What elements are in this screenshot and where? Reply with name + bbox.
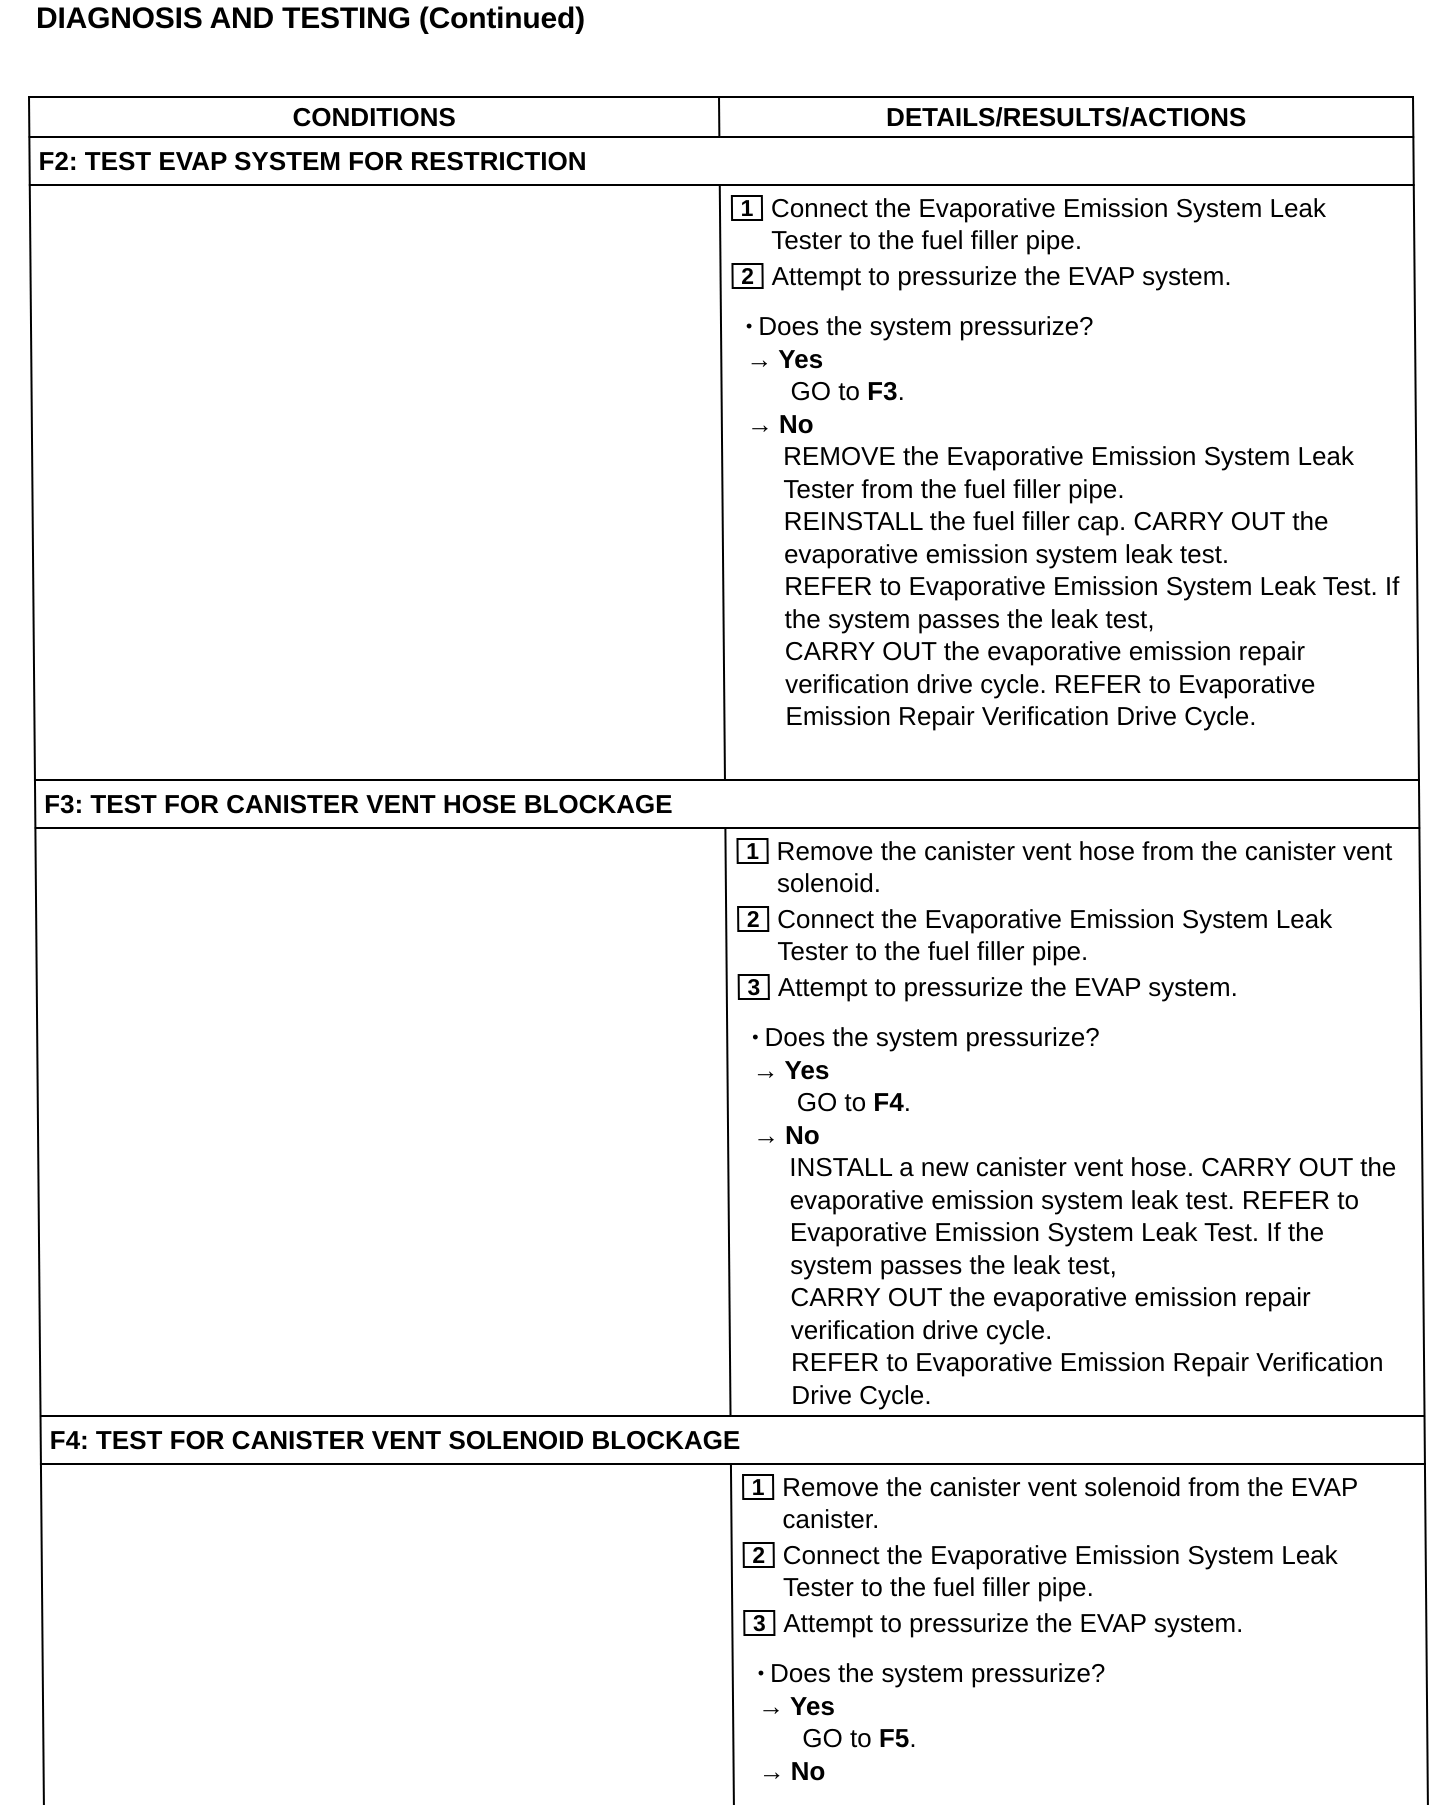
no-label: No xyxy=(790,1755,826,1786)
section-title: F2: TEST EVAP SYSTEM FOR RESTRICTION xyxy=(29,137,1413,185)
conditions-header: CONDITIONS xyxy=(29,97,719,137)
yes-branch xyxy=(746,343,1404,376)
step-item xyxy=(743,1607,1415,1639)
question xyxy=(752,1021,1410,1054)
goto-prefix: GO to xyxy=(790,376,868,406)
step-item xyxy=(731,260,1403,292)
arrow-right-icon: → xyxy=(746,408,773,439)
section-title: F4: TEST FOR CANISTER VENT SOLENOID BLOCKAGE xyxy=(41,1416,1425,1464)
yes-action xyxy=(746,375,1404,408)
step-item xyxy=(743,1539,1416,1603)
step-item xyxy=(737,903,1410,967)
yes-action xyxy=(753,1086,1411,1119)
decision-block xyxy=(738,1021,1413,1411)
no-action-text: REINSTALL the fuel filler cap. CARRY OUT the evaporative emission system leak test. xyxy=(783,506,1329,569)
no-action xyxy=(753,1151,1413,1411)
arrow-right-icon: → xyxy=(752,1119,780,1150)
conditions-cell xyxy=(30,185,725,780)
step-number-box: 2 xyxy=(743,1542,775,1568)
step-number-box: 2 xyxy=(731,263,763,289)
no-action-text: CARRY OUT the evaporative emission repair verification drive cycle. REFER to Evaporative Emission Repair Verification Drive Cycle. xyxy=(784,636,1316,731)
no-branch xyxy=(747,408,1405,441)
bullet-icon: • xyxy=(745,316,753,336)
section-header-f2 xyxy=(29,137,1413,185)
yes-action xyxy=(758,1722,1416,1755)
no-action xyxy=(747,440,1408,733)
yes-label: Yes xyxy=(789,1690,836,1721)
section-body-f2 xyxy=(30,185,1419,780)
step-number-box: 3 xyxy=(743,1610,775,1636)
step-number-box: 1 xyxy=(731,195,763,221)
conditions-cell xyxy=(41,1464,734,1805)
step-text: Remove the canister vent hose from the canister vent solenoid. xyxy=(776,836,1393,898)
conditions-cell xyxy=(35,828,730,1416)
goto-target-link[interactable]: F3 xyxy=(867,376,898,406)
no-action-text: REFER to Evaporative Emission Repair Verification Drive Cycle. xyxy=(790,1347,1384,1410)
question-text: Does the system pressurize? xyxy=(758,311,1094,341)
goto-suffix: . xyxy=(897,376,905,406)
arrow-right-icon: → xyxy=(752,1054,779,1085)
question xyxy=(746,310,1404,343)
no-action-text: REMOVE the Evaporative Emission System Leak Tester from the fuel filler pipe. xyxy=(783,441,1355,504)
section-header-f4 xyxy=(41,1416,1425,1464)
no-action-text: CARRY OUT the evaporative emission repair verification drive cycle. xyxy=(790,1282,1311,1345)
step-text: Connect the Evaporative Emission System Leak Tester to the fuel filler pipe. xyxy=(770,193,1327,255)
step-number-box: 1 xyxy=(736,838,768,864)
question-text: Does the system pressurize? xyxy=(764,1022,1100,1052)
no-action-text: INSTALL a new canister vent hose. CARRY OUT the evaporative emission system leak test. REFER to Evaporative Emission System Leak Test. If the system passes the leak test, xyxy=(789,1152,1397,1280)
question-text: Does the system pressurize? xyxy=(769,1658,1106,1688)
arrow-right-icon: → xyxy=(746,343,773,374)
step-number-box: 3 xyxy=(738,974,770,1000)
section-title: F3: TEST FOR CANISTER VENT HOSE BLOCKAGE xyxy=(35,780,1419,828)
details-cell xyxy=(720,185,1419,780)
yes-branch xyxy=(752,1054,1410,1087)
bullet-icon: • xyxy=(752,1027,759,1047)
step-text: Attempt to pressurize the EVAP system. xyxy=(777,972,1238,1002)
step-text: Connect the Evaporative Emission System Leak Tester to the fuel filler pipe. xyxy=(777,904,1333,966)
no-label: No xyxy=(778,408,814,439)
question xyxy=(758,1657,1416,1690)
section-body-f4 xyxy=(41,1464,1428,1805)
bullet-icon: • xyxy=(757,1663,765,1683)
no-branch xyxy=(758,1755,1416,1788)
arrow-right-icon: → xyxy=(758,1755,785,1786)
step-text: Attempt to pressurize the EVAP system. xyxy=(783,1608,1244,1638)
step-text: Remove the canister vent solenoid from the EVAP canister. xyxy=(782,1472,1358,1534)
step-item xyxy=(731,192,1404,256)
section-body-f3 xyxy=(35,828,1424,1416)
step-number-box: 1 xyxy=(742,1474,774,1500)
step-text: Connect the Evaporative Emission System Leak Tester to the fuel filler pipe. xyxy=(782,1540,1338,1602)
step-number-box: 2 xyxy=(737,906,769,932)
goto-prefix: GO to xyxy=(802,1723,880,1753)
goto-target-link[interactable]: F4 xyxy=(873,1087,904,1117)
yes-label: Yes xyxy=(778,343,824,374)
table-header-row xyxy=(29,97,1413,137)
step-text: Attempt to pressurize the EVAP system. xyxy=(771,261,1232,291)
section-header-f3 xyxy=(35,780,1419,828)
yes-branch xyxy=(758,1690,1416,1723)
decision-block xyxy=(732,310,1408,733)
yes-label: Yes xyxy=(784,1054,830,1085)
details-cell xyxy=(731,1464,1428,1805)
goto-suffix: . xyxy=(903,1087,912,1117)
no-branch xyxy=(753,1119,1411,1152)
step-item xyxy=(742,1471,1415,1535)
no-label: No xyxy=(784,1119,820,1150)
goto-prefix: GO to xyxy=(796,1087,874,1117)
details-header: DETAILS/RESULTS/ACTIONS xyxy=(719,97,1413,137)
step-item xyxy=(736,835,1409,899)
details-cell xyxy=(725,828,1424,1416)
decision-block xyxy=(744,1657,1417,1787)
step-item xyxy=(738,971,1410,1003)
page-title: DIAGNOSIS AND TESTING (Continued) xyxy=(36,2,585,35)
goto-target-link[interactable]: F5 xyxy=(878,1723,910,1753)
goto-suffix: . xyxy=(909,1723,917,1753)
arrow-right-icon: → xyxy=(757,1690,785,1721)
no-action-text: REFER to Evaporative Emission System Leak Test. If the system passes the leak test, xyxy=(784,571,1400,634)
diagnosis-table xyxy=(28,96,1429,1805)
